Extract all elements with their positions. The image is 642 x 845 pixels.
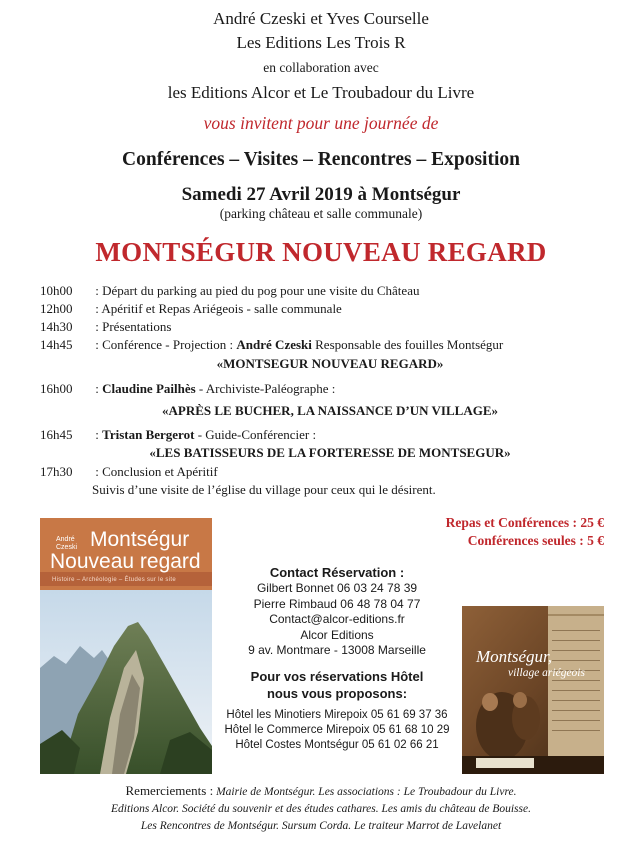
thanks-line-3: Les Rencontres de Montségur. Sursum Corda. Le traiteur Marrot de Lavelanet xyxy=(140,820,502,832)
program-item: 16h45 : Tristan Bergerot - Guide-Conférencier : xyxy=(40,427,317,442)
contact-email: Contact@alcor-editions.fr xyxy=(269,612,405,626)
program-time: 16h00 xyxy=(40,381,73,396)
price-meal-conferences: Repas et Conférences : 25 € xyxy=(445,515,604,530)
thanks-label: Remerciements : xyxy=(125,783,214,798)
speaker-name: André Czeski xyxy=(236,337,312,352)
contact-block xyxy=(222,564,452,753)
prices xyxy=(446,514,604,550)
painting xyxy=(462,606,604,774)
book-cover-montsegur-village-ariegeois xyxy=(462,606,604,774)
program-item: 17h30 : Conclusion et Apéritif xyxy=(40,464,218,479)
collaboration-text: en collaboration avec xyxy=(263,60,379,75)
hotel-title: Pour vos réservations Hôtel xyxy=(250,668,424,684)
price-conferences-only: Conférences seules : 5 € xyxy=(467,533,604,548)
contact-line: Pierre Rimbaud 06 48 78 04 77 xyxy=(253,596,421,611)
event-title: MONTSÉGUR NOUVEAU REGARD xyxy=(95,237,547,267)
cover-title: Montségur xyxy=(90,528,190,551)
program-item: 14h45 : Conférence - Projection : André Czeski Responsable des fouilles Montségur xyxy=(40,337,504,352)
program-item: 10h00 : Départ du parking au pied du pog pour une visite du Château xyxy=(40,283,420,298)
cover-title: Montségur, xyxy=(476,647,553,666)
hotel-line: Hôtel le Commerce Mirepoix 05 61 68 10 29 xyxy=(224,723,450,736)
hotel-title-2: nous vous proposons: xyxy=(266,685,408,701)
program-item: 12h00 : Apéritif et Repas Ariégeois - salle communale xyxy=(40,301,342,316)
speaker-name: Claudine Pailhès xyxy=(102,381,196,396)
contact-line: Alcor Editions xyxy=(300,627,374,642)
cover-author: André Czeski xyxy=(56,536,78,551)
speaker-name: Tristan Bergerot xyxy=(102,427,195,442)
program-time: 17h30 xyxy=(40,464,73,479)
contact-address: 9 av. Montmare - 13008 Marseille xyxy=(248,643,426,657)
contact-line: Gilbert Bonnet 06 03 24 78 39 xyxy=(256,581,418,595)
program-item: 14h30 : Présentations xyxy=(40,319,172,334)
hotel-line: Hôtel les Minotiers Mirepoix 05 61 69 37 36 xyxy=(226,708,448,721)
invitation-text: vous invitent pour une journée de xyxy=(203,113,439,133)
cover-subtitle: Histoire – Archéologie – Études sur le site xyxy=(52,577,176,583)
talk-title: «MONTSEGUR NOUVEAU REGARD» xyxy=(216,356,444,371)
publisher: Les Editions Les Trois R xyxy=(236,33,406,52)
organizers: André Czeski et Yves Courselle xyxy=(213,9,429,28)
talk-title: «LES BATISSEURS DE LA FORTERESSE DE MONTSEGUR» xyxy=(149,445,511,460)
program-time: 10h00 xyxy=(40,283,73,298)
program-item: 16h00 : Claudine Pailhès - Archiviste-Paléographe : xyxy=(40,381,336,396)
program-time: 12h00 xyxy=(40,301,73,316)
hotel-line: Hôtel Costes Montségur 05 61 02 66 21 xyxy=(235,738,439,751)
contact-title: Contact Réservation : xyxy=(269,565,405,580)
thanks-line-1: Remerciements : Mairie de Montségur. Les associations : Le Troubadour du Livre. xyxy=(125,783,517,798)
acknowledgements xyxy=(0,782,642,835)
program-time: 16h45 xyxy=(40,427,73,442)
event-date: Samedi 27 Avril 2019 à Montségur xyxy=(181,184,461,205)
program-time: 14h45 xyxy=(40,337,73,352)
event-themes: Conférences – Visites – Rencontres – Exposition xyxy=(122,149,520,170)
talk-title: «APRÈS LE BUCHER, LA NAISSANCE D’UN VILLAGE» xyxy=(161,403,499,418)
cover-subtitle: village ariégeois xyxy=(508,667,585,679)
thanks-line-2: Editions Alcor. Société du souvenir et des études cathares. Les amis du château de Bouisse. xyxy=(110,803,531,815)
program-time: 14h30 xyxy=(40,319,73,334)
cover-title-2: Nouveau regard xyxy=(50,550,201,573)
program-note: Suivis d’une visite de l’église du village pour ceux qui le désirent. xyxy=(92,482,436,497)
event-place: (parking château et salle communale) xyxy=(219,206,423,221)
partners: les Editions Alcor et Le Troubadour du Livre xyxy=(167,83,475,102)
book-cover-montsegur-nouveau-regard xyxy=(40,518,212,774)
